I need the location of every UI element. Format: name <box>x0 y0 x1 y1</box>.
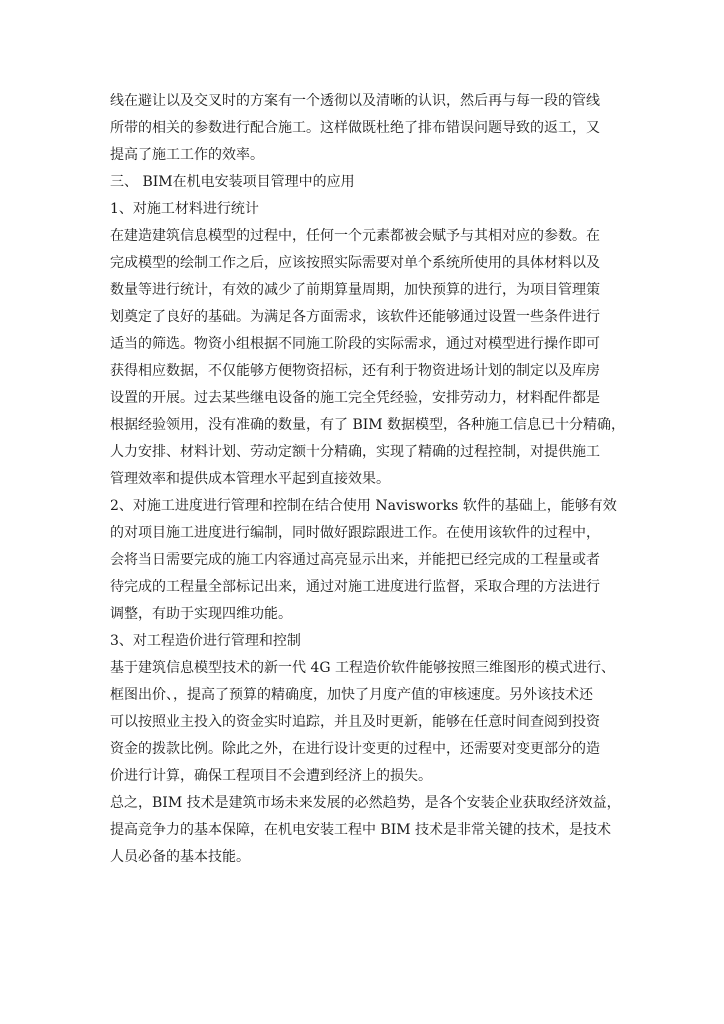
conclusion-line: 总之，BIM 技术是建筑市场未来发展的必然趋势，是各个安装企业获取经济效益， <box>110 795 621 811</box>
subsection-heading: 2、对施工进度进行管理和控制在结合使用 Navisworks 软件的基础上，能够有效 <box>110 498 617 514</box>
text-line: 资金的拨款比例。除此之外，在进行设计变更的过程中，还需要对变更部分的造 <box>110 741 600 757</box>
subsection-heading: 1、对施工材料进行统计 <box>110 201 259 217</box>
text-line: 框图出价、，提高了预算的精确度，加快了月度产值的审核速度。另外该技术还 <box>110 687 593 703</box>
text-line: 待完成的工程量全部标记出来，通过对施工进度进行监督，采取合理的方法进行 <box>110 579 600 595</box>
text-line: 设置的开展。过去某些继电设备的施工完全凭经验，安排劳动力，材料配件都是 <box>110 390 600 406</box>
text-line: 可以按照业主投入的资金实时追踪，并且及时更新，能够在任意时间查阅到投资 <box>110 714 600 730</box>
text-line: 调整，有助于实现四维功能。 <box>110 606 292 622</box>
text-line: 适当的筛选。物资小组根据不同施工阶段的实际需求，通过对模型进行操作即可 <box>110 336 600 352</box>
text-line: 所带的相关的参数进行配合施工。这样做既杜绝了排布错误问题导致的返工，又 <box>110 120 600 136</box>
text-line: 提高了施工工作的效率。 <box>110 147 264 163</box>
text-line: 在建造建筑信息模型的过程中，任何一个元素都被会赋予与其相对应的参数。在 <box>110 228 600 244</box>
text-line: 数量等进行统计，有效的减少了前期算量周期，加快预算的进行，为项目管理策 <box>110 282 600 298</box>
text-line: 线在避让以及交叉时的方案有一个透彻以及清晰的认识，然后再与每一段的管线 <box>110 93 600 109</box>
text-line: 基于建筑信息模型技术的新一代 4G 工程造价软件能够按照三维图形的模式进行、 <box>110 660 615 676</box>
document-body <box>110 88 630 871</box>
subsection-heading: 3、对工程造价进行管理和控制 <box>110 633 301 649</box>
text-line: 价进行计算，确保工程项目不会遭到经济上的损失。 <box>110 768 432 784</box>
text-line: 根据经验领用，没有准确的数量，有了 BIM 数据模型，各种施工信息已十分精确， <box>110 417 626 433</box>
text-line: 完成模型的绘制工作之后，应该按照实际需要对单个系统所使用的具体材料以及 <box>110 255 600 271</box>
text-line: 人员必备的基本技能。 <box>110 849 250 865</box>
text-line: 会将当日需要完成的施工内容通过高亮显示出来，并能把已经完成的工程量或者 <box>110 552 600 568</box>
section-heading: 三、 BIM在机电安装项目管理中的应用 <box>110 174 355 190</box>
text-line: 人力安排、材料计划、劳动定额十分精确，实现了精确的过程控制，对提供施工 <box>110 444 600 460</box>
text-line: 管理效率和提供成本管理水平起到直接效果。 <box>110 471 390 487</box>
text-line: 提高竞争力的基本保障，在机电安装工程中 BIM 技术是非常关键的技术，是技术 <box>110 822 612 838</box>
text-line: 的对项目施工进度进行编制，同时做好跟踪跟进工作。在使用该软件的过程中， <box>110 525 600 541</box>
text-line: 获得相应数据，不仅能够方便物资招标，还有利于物资进场计划的制定以及库房 <box>110 363 600 379</box>
text-line: 划奠定了良好的基础。为满足各方面需求，该软件还能够通过设置一些条件进行 <box>110 309 600 325</box>
